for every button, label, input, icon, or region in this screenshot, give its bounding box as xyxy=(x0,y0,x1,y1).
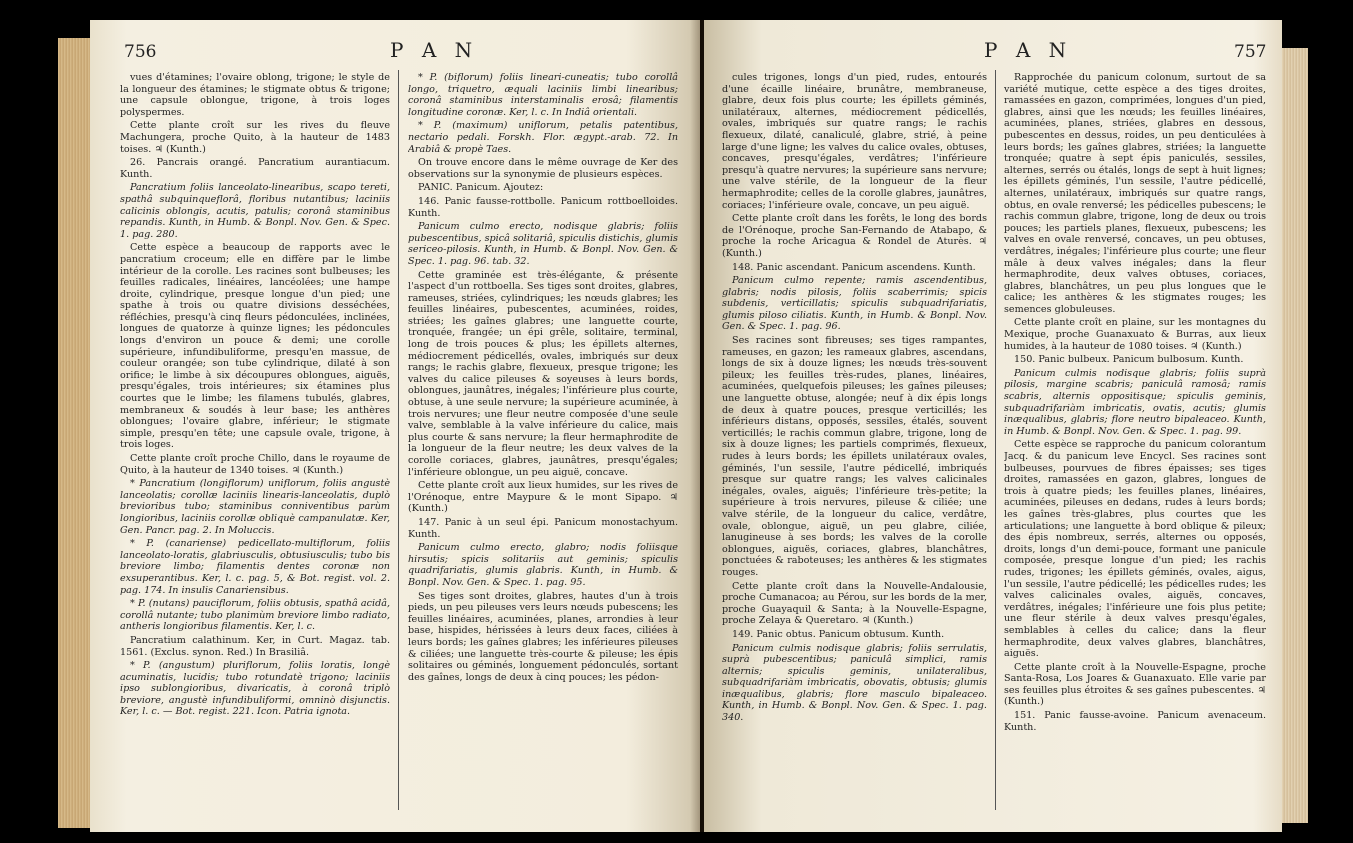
left-page xyxy=(90,20,700,832)
paragraph: Cette plante croît dans la Nouvelle-Andalousie, proche Cumanacoa; au Pérou, sur les bords de la mer, proche Guayaquil & Santa; à la Nouvelle-Espagne, proche Zelaya & Queretaro. ♃ (Kunth.) xyxy=(722,580,987,627)
paragraph: Cette plante croît sur les rives du fleuve Machungera, proche Quito, à la hauteur de 1483 toises. ♃ (Kunth.) xyxy=(120,120,390,155)
paragraph: vues d'étamines; l'ovaire oblong, trigone; le style de la longueur des étamines; le stigmate obtus & trigone; une capsule oblongue, trigone, à trois loges polyspermes. xyxy=(120,72,390,118)
paragraph: Rapprochée du panicum colonum, surtout de sa variété mutique, cette espèce a des tiges droites, ramassées en gazon, comprimées, longues d'un pied, glabres, ainsi que les nœuds; les feuilles linéaires, acuminées, planes, striées, glabres en dessous, pubescentes en dessus, roides, un peu denticulées à leurs bords; les gaînes glabres, striées; la languette tronquée; quatre à sept épis paniculés, sessiles, alternes, serrés ou étalés, longs de sept à huit lignes; les épillets géminés, l'un sessile, l'autre pédicellé, alternes, unilatéraux, imbriqués sur quatre rangs, obtus, en ovale renversé; les pédicelles pubescens; le rachis commun glabre, trigone, long de deux ou trois pouces; les partiels planes, flexueux, pubescens; les valves en ovale renversé, concaves, un peu obtuses, verdâtres, inégales; l'inférieure plus courte; une fleur mâle à deux valves inégales; dans la fleur hermaphrodite, deux valves obtuses, coriaces, glabres, blanchâtres, un peu plus longues que le calice; les anthères & les stigmates rouges; les semences globuleuses. xyxy=(1004,72,1266,315)
text-column-1 xyxy=(722,72,987,822)
paragraph: Panicum culmo erecto, nodisque glabris; foliis pubescentibus, spicâ solitariâ, spiculis distichis, glumis sericeo-pilosis. Kunth, in Humb. & Bonpl. Nov. Gen. & Spec. 1. pag. 96. tab. 32. xyxy=(408,221,678,267)
paragraph: Panicum culmis nodisque glabris; foliis suprà pilosis, margine scabris; paniculâ ramosâ; ramis scabris, alternis oppositisque; spiculis geminis, subquadrifariàm imbricatis, ovatis, acutis; glumis inæqualibus, glabris; flore neutro bipaleaceo. Kunth, in Humb. & Bonpl. Nov. Gen. & Spec. 1. pag. 99. xyxy=(1004,367,1266,437)
paragraph: Panicum culmo erecto, glabro; nodis foliisque hirsutis; spicis solitariis aut geminis; spiculis quadrifariatis, glumis glabris. Kunth, in Humb. & Bonpl. Nov. Gen. & Spec. 1. pag. 95. xyxy=(408,542,678,588)
page-edges-right xyxy=(1282,48,1308,823)
column-rule xyxy=(995,70,996,810)
page-edges-left xyxy=(58,38,94,828)
paragraph: Cette plante croît dans les forêts, le long des bords de l'Orénoque, proche San-Fernando de Atabapo, & proche la roche Aricagua & Rondel de Aturès. ♃ (Kunth.) xyxy=(722,213,987,259)
paragraph: Cette plante croît aux lieux humides, sur les rives de l'Orénoque, entre Maypure & le mont Sipapo. ♃ (Kunth.) xyxy=(408,480,678,515)
text-column-1 xyxy=(120,72,390,822)
paragraph: * P. (nutans) pauciflorum, foliis obtusis, spathâ acidâ, corollâ nutante; tubo planimùm breviore limbo radiato, antheris longioribus filamentis. Ker, l. c. xyxy=(120,598,390,633)
paragraph: * P. (angustum) pluriflorum, foliis loratis, longè acuminatis, lucidis; tubo rotundatè trigono; laciniis ipso sublongioribus, divaricatis, à coronâ triplò breviore, angustè infundibuliformi, omninò disjunctis. Ker, l. c. — Bot. regist. 221. Icon. Patria ignota. xyxy=(120,660,390,718)
right-page xyxy=(704,20,1282,832)
paragraph: Cette graminée est très-élégante, & présente l'aspect d'un rottboella. Ses tiges sont droites, glabres, rameuses, striées, cylindriques; les nœuds glabres; les feuilles linéaires, pubescentes, acuminées, roides, striées; les gaînes glabres; une languette courte, tronquée, frangée; un épi grêle, solitaire, terminal, long de trois pouces & plus; les épillets alternes, médiocrement pédicellés, ovales, imbriqués sur deux rangs; le rachis glabre, flexueux, presque trigone; les valves du calice pileuses & soyeuses à leurs bords, oblongues, jaunâtres, inégales; l'inférieure plus courte, obtuse, à une seule nervure; la supérieure acuminée, à trois nervures; une fleur neutre composée d'une seule valve, semblable à la valve inférieure du calice, mais plus courte & sans nervure; la fleur hermaphrodite de la longueur de la fleur neutre; les deux valves de la corolle coriaces, glabres, jaunâtres, presqu'égales; l'inférieure oblongue, un peu aiguë, concave. xyxy=(408,269,678,478)
paragraph: 146. Panic fausse-rottbolle. Panicum rottboelloides. Kunth. xyxy=(408,195,678,219)
page-number: 756 xyxy=(124,42,157,62)
paragraph: 151. Panic fausse-avoine. Panicum avenaceum. Kunth. xyxy=(1004,710,1266,733)
text-column-2 xyxy=(408,72,678,822)
running-header: P A N xyxy=(984,38,1073,62)
paragraph: * P. (biflorum) foliis lineari-cuneatis; tubo corollâ longo, triquetro, æquali laciniis limbi linearibus; coronâ staminibus interstaminalis erosâ; filamentis longitudine coronæ. Ker, l. c. In Indiâ orientali. xyxy=(408,72,678,118)
column-rule xyxy=(398,70,399,810)
paragraph: 148. Panic ascendant. Panicum ascendens. Kunth. xyxy=(732,261,976,273)
paragraph: * P. (canariense) pedicellato-multiflorum, foliis lanceolato-loratis, glabriusculis, obtusiusculis; tubo bis breviore limbo; filamentis dentes coronæ non exsuperantibus. Ker, l. c. pag. 5, & Bot. regist. vol. 2. pag. 174. In insulis Canariensibus. xyxy=(120,538,390,596)
paragraph: Ses tiges sont droites, glabres, hautes d'un à trois pieds, un peu pileuses vers leurs nœuds pubescens; les feuilles linéaires, acuminées, planes, arrondies à leur base, hispides, hérissées à leurs deux faces, ciliées à leurs bords; les gaînes glabres; les inférieures pileuses & ciliées; une languette très-courte & pileuse; les épis solitaires ou géminés, longuement pédonculés, sortant des gaînes, longs de deux à cinq pouces; les pédon- xyxy=(408,590,678,683)
paragraph: 150. Panic bulbeux. Panicum bulbosum. Kunth. xyxy=(1014,354,1244,366)
paragraph: Pancratium foliis lanceolato-linearibus, scapo tereti, spathâ subquinqueflorâ, floribus nutantibus; laciniis calicinis oblongis, acutis, patulis; coronâ staminibus repandis. Kunth, in Humb. & Bonpl. Nov. Gen. & Spec. 1. pag. 280. xyxy=(120,182,390,240)
paragraph: * P. (maximum) uniflorum, petalis patentibus, nectario pedali. Forskh. Flor. ægypt.-arab. 72. In Arabiâ & propè Taes. xyxy=(408,120,678,155)
paragraph: Cette plante croît en plaine, sur les montagnes du Mexique, proche Guanaxuato & Burras, aux lieux humides, à la hauteur de 1080 toises. ♃ (Kunth.) xyxy=(1004,317,1266,352)
paragraph: Pancratium calathinum. Ker, in Curt. Magaz. tab. 1561. (Exclus. synon. Red.) In Brasiliâ. xyxy=(120,634,390,658)
running-header: P A N xyxy=(390,38,479,62)
paragraph: Cette espèce a beaucoup de rapports avec le pancratium croceum; elle en diffère par le limbe intérieur de la corolle. Les racines sont bulbeuses; les feuilles radicales, linéaires, lancéolées; une hampe droite, cylindrique, presque longue d'un pied; une spathe à trois ou quatre divisions desséchées, réfléchies, presqu'à cinq fleurs pédonculées, inclinées, longues de quatorze à quinze lignes; les pédoncules longs d'environ un pouce & demi; une corolle supérieure, infundibuliforme, presqu'en massue, de couleur orangée; son tube cylindrique, dilaté à son orifice; le limbe à six découpures oblongues, aiguës, presqu'égales, trois intérieures; six étamines plus courtes que le limbe; les filamens tubulés, glabres, membraneux & soudés à leur base; les anthères oblongues; l'ovaire glabre, inférieur; le stigmate simple, presqu'en tête; une capsule ovale, trigone, à trois loges. xyxy=(120,242,390,451)
paragraph: cules trigones, longs d'un pied, rudes, entourés d'une écaille linéaire, brunâtre, membraneuse, glabre, deux fois plus courte; les épillets géminés, unilatéraux, alternes, médiocrement pédicellés, ovales, imbriqués sur quatre rangs; le rachis flexueux, dilaté, canaliculé, glabre, strié, à peine large d'une ligne; les valves du calice ovales, obtuses, concaves, presqu'égales, verdâtres; l'inférieure presqu'à quatre nervures; la supérieure sans nervure; une valve stérile, de la longueur de la fleur hermaphrodite; celles de la corolle glabres, jaunâtres, coriaces; l'inférieure ovale, concave, un peu aiguë. xyxy=(722,72,987,211)
paragraph: PANIC. Panicum. Ajoutez: xyxy=(418,182,544,194)
paragraph: 149. Panic obtus. Panicum obtusum. Kunth. xyxy=(732,628,945,640)
open-book xyxy=(58,8,1308,834)
paragraph: On trouve encore dans le même ouvrage de Ker des observations sur la synonymie de plusieurs espèces. xyxy=(408,157,678,180)
paragraph: Panicum culmis nodisque glabris; foliis serrulatis, suprà pubescentibus; paniculâ simplici, ramis alternis; spiculis geminis, unilateralibus, subquadrifariàm imbricatis, obovatis, obtusis; glumis inæqualibus, glabris; flore masculo bipaleaceo. Kunth, in Humb. & Bonpl. Nov. Gen. & Spec. 1. pag. 340. xyxy=(722,642,987,724)
paragraph: 26. Pancrais orangé. Pancratium aurantiacum. Kunth. xyxy=(120,157,390,180)
paragraph: 147. Panic à un seul épi. Panicum monostachyum. Kunth. xyxy=(408,516,678,540)
paragraph: * Pancratium (longiflorum) uniflorum, foliis angustè lanceolatis; corollæ laciniis linearis-lanceolatis, duplò brevioribus tubo; staminibus conniventibus parùm longioribus, laciniis corollæ obliquè campanulatæ. Ker, Gen. Pancr. pag. 2. In Moluccis. xyxy=(120,478,390,536)
paragraph: Cette plante croît à la Nouvelle-Espagne, proche Santa-Rosa, Los Joares & Guanaxuato. Elle varie par ses feuilles plus étroites & ses gaînes pubescentes. ♃ (Kunth.) xyxy=(1004,661,1266,708)
paragraph: Panicum culmo repente; ramis ascendentibus, glabris; nodis pilosis, foliis scaberrimis; spicis subdenis, verticillatis; spiculis subquadrifariatis, glumis piloso ciliatis. Kunth, in Humb. & Bonpl. Nov. Gen. & Spec. 1. pag. 96. xyxy=(722,275,987,333)
text-column-2 xyxy=(1004,72,1266,822)
paragraph: Cette espèce se rapproche du panicum colorantum Jacq. & du panicum leve Encycl. Ses racines sont bulbeuses, pourvues de fibres épaisses; ses tiges droites, ramassées en gazon, glabres, longues de trois à quatre pieds; les feuilles planes, linéaires, acuminées, pileuses en dedans, rudes à leurs bords; les gaînes très-glabres, plus courtes que les articulations; une languette à bord oblique & pileux; des épis nombreux, serrés, alternes ou opposés, droits, longs d'un demi-pouce, formant une panicule composée, presque longue d'un pied; les rachis rudes, trigones; les épillets géminés, ovales, aigus, l'un sessile, l'autre pédicellé; les pédicelles rudes; les valves calicinales ovales, aiguës, concaves, verdâtres, inégales; l'inférieure une fois plus petite; une fleur stérile à deux valves presqu'égales, semblables à celles du calice; dans la fleur hermaphrodite, deux valves glabres, blanchâtres, aiguës. xyxy=(1004,439,1266,660)
paragraph: Cette plante croît proche Chillo, dans le royaume de Quito, à la hauteur de 1340 toises. ♃ (Kunth.) xyxy=(120,453,390,476)
paragraph: Ses racines sont fibreuses; ses tiges rampantes, rameuses, en gazon; les rameaux glabres, ascendans, longs de six à douze lignes; les nœuds très-souvent pileux; les feuilles très-rudes, planes, linéaires, acuminées, quelquefois pileuses; les gaînes pileuses; une languette obtuse, alongée; neuf à dix épis longs de deux à quatre pouces, presque verticillés; les inférieurs distans, opposés, sessiles, étalés, souvent verticillés; le rachis commun glabre, trigone, long de six à douze lignes; les partiels comprimés, flexueux, rudes à leurs bords; les épillets unilatéraux ovales, géminés, l'un sessile, l'autre pédicellé, imbriqués presque sur quatre rangs; les valves calicinales inégales, ovales, aiguës; l'inférieure très-petite; la supérieure à trois nervures, pileuse & ciliée; une valve stérile, de la longueur du calice, verdâtre, ovale, oblongue, aiguë, un peu glabre, ciliée, lanugineuse à ses bords; les valves de la corolle oblongues, aiguës, coriaces, glabres, blanchâtres, ponctuées & raboteuses; les anthères & les stigmates rouges. xyxy=(722,335,987,578)
page-number: 757 xyxy=(1234,42,1267,62)
